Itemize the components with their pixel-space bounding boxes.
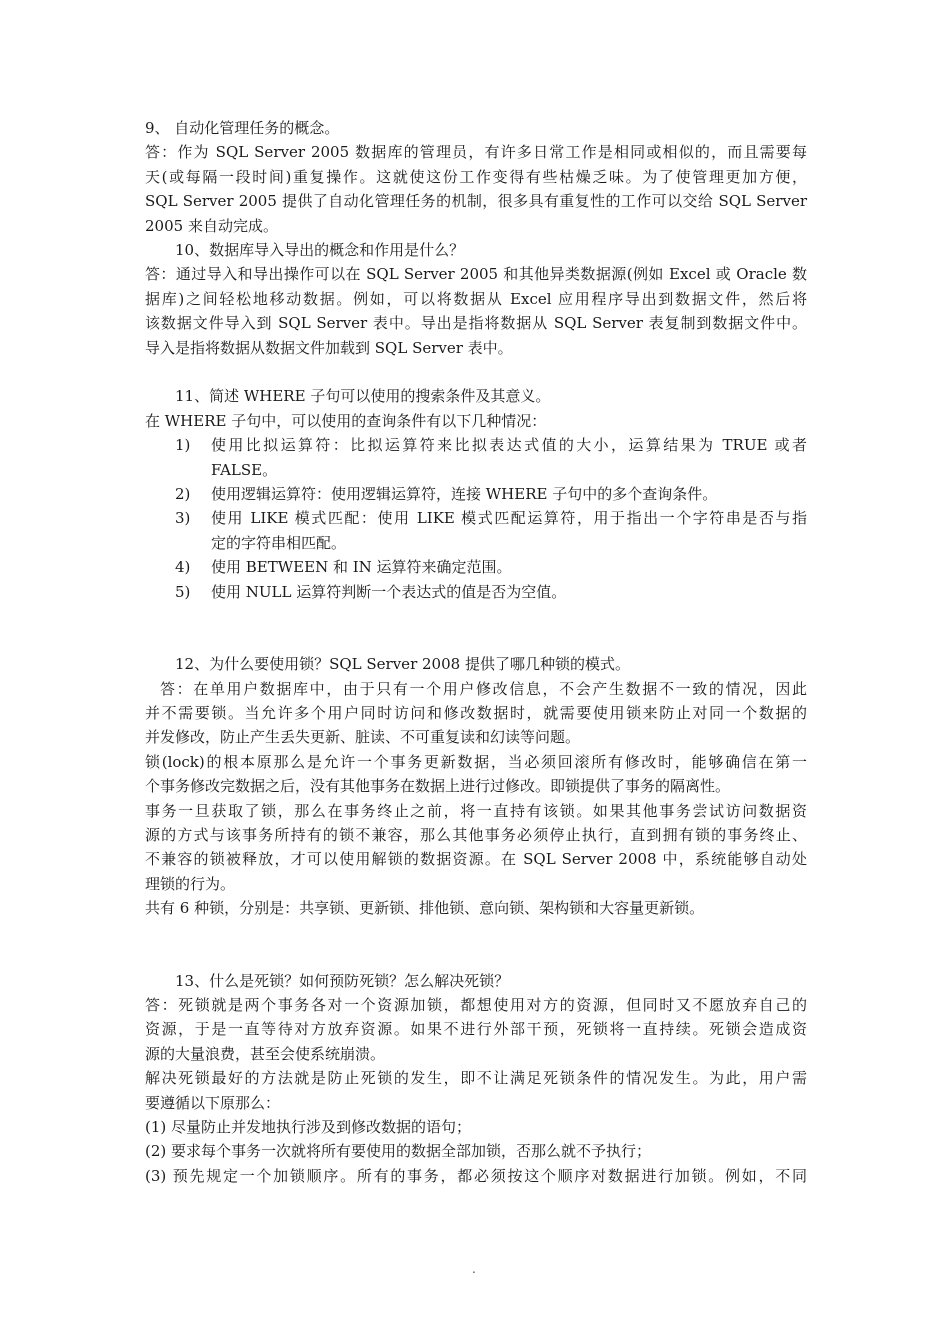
question-13-title: 13、什么是死锁？如何预防死锁？怎么解决死锁？ [175,971,510,990]
question-13-answer-line-8: (3) 预先规定一个加锁顺序。所有的事务，都必须按这个顺序对数据进行加锁。例如，不同 [145,1166,807,1185]
question-13-answer-line-4: 解决死锁最好的方法就是防止死锁的发生，即不让满足死锁条件的情况发生。为此，用户需 [145,1069,807,1088]
question-10-answer-line-3: 该数据文件导入到 SQL Server 表中。导出是指将数据从 SQL Server 表复制到数据文件中。 [145,314,807,333]
spacer [145,921,807,969]
question-12-title: 12、为什么要使用锁？SQL Server 2008 提供了哪几种锁的模式。 [175,655,630,674]
list-item [145,506,807,555]
question-10-title: 10、数据库导入导出的概念和作用是什么？ [175,241,465,260]
document-page [145,116,807,1188]
list-item [145,482,807,506]
list-item-text: 定的字符串相匹配。 [211,533,347,552]
question-12-answer-line-3: 并发修改，防止产生丢失更新、脏读、不可重复读和幻读等问题。 [145,728,581,747]
list-item-number: 5) [175,582,191,601]
question-9 [145,116,807,238]
list-item [145,555,807,579]
spacer [145,604,807,652]
question-10-answer-line-1: 答：通过导入和导出操作可以在 SQL Server 2005 和其他异类数据源(例如 Excel 或 Oracle 数 [145,265,807,284]
list-item-number: 4) [175,558,191,577]
list-item-text: 使用 LIKE 模式匹配：使用 LIKE 模式匹配运算符，用于指出一个字符串是否与指 [211,509,807,528]
question-13-answer-line-7: (2) 要求每个事务一次就将所有要使用的数据全部加锁，否那么就不予执行； [145,1142,652,1161]
question-13-answer-line-1: 答：死锁就是两个事务各对一个资源加锁，都想使用对方的资源，但同时又不愿放弃自己的 [145,995,807,1014]
list-item-number: 3) [175,509,191,528]
list-item-text: 使用 BETWEEN 和 IN 运算符来确定范围。 [211,558,512,577]
question-12-answer-line-7: 源的方式与该事务所持有的锁不兼容，那么其他事务必须停止执行，直到拥有锁的事务终止、 [145,825,807,844]
question-10 [145,238,807,360]
list-item-text: 使用 NULL 运算符判断一个表达式的值是否为空值。 [211,582,567,601]
question-11-title: 11、简述 WHERE 子句可以使用的搜索条件及其意义。 [175,387,551,406]
question-12-answer-line-1: 答：在单用户数据库中，由于只有一个用户修改信息，不会产生数据不一致的情况，因此 [160,679,807,698]
spacer [145,360,807,384]
list-item [145,433,807,482]
question-9-answer-line-2: 天(或每隔一段时间)重复操作。这就使这份工作变得有些枯燥乏味。为了使管理更加方便， [145,167,807,186]
question-10-answer-line-2: 据库)之间轻松地移动数据。例如，可以将数据从 Excel 应用程序导出到数据文件，然后将 [145,289,807,308]
question-9-answer-line-3: SQL Server 2005 提供了自动化管理任务的机制，很多具有重复性的工作可以交给 SQL Server [145,192,807,211]
question-9-title: 9、 自动化管理任务的概念。 [145,119,340,137]
question-12 [145,652,807,920]
list-item-text: 使用逻辑运算符：使用逻辑运算符，连接 WHERE 子句中的多个查询条件。 [211,485,718,504]
question-13-answer-line-5: 要遵循以下原那么： [145,1093,281,1112]
question-11-intro: 在 WHERE 子句中，可以使用的查询条件有以下几种情况： [145,411,547,430]
question-13-answer-line-3: 源的大量浪费，甚至会使系统崩溃。 [145,1044,386,1063]
footer-mark: . [472,1262,476,1276]
question-10-answer-line-4: 导入是指将数据从数据文件加载到 SQL Server 表中。 [145,338,513,357]
question-12-answer-line-2: 并不需要锁。当允许多个用户同时访问和修改数据时，就需要使用锁来防止对同一个数据的 [145,703,807,722]
question-13-answer-line-6: (1) 尽量防止并发地执行涉及到修改数据的语句； [145,1118,472,1137]
question-9-answer-line-4: 2005 来自动完成。 [145,216,278,235]
list-item-number: 1) [175,436,191,455]
question-12-answer-line-8: 不兼容的锁被释放，才可以使用解锁的数据资源。在 SQL Server 2008 中，系统能够自动处 [145,850,807,869]
list-item-text: 使用比拟运算符：比拟运算符来比拟表达式值的大小，运算结果为 TRUE 或者 [211,436,807,455]
question-12-answer-line-6: 事务一旦获取了锁，那么在事务终止之前，将一直持有该锁。如果其他事务尝试访问数据资 [145,801,807,820]
question-11 [145,384,807,604]
list-item-text: FALSE。 [211,460,278,479]
condition-list [145,433,807,604]
question-12-answer-line-5: 个事务修改完数据之后，没有其他事务在数据上进行过修改。即锁提供了事务的隔离性。 [145,777,731,796]
list-item [145,580,807,604]
question-12-answer-line-9: 理锁的行为。 [145,874,236,893]
question-9-answer-line-1: 答：作为 SQL Server 2005 数据库的管理员，有许多日常工作是相同或相似的，而且需要每 [145,143,807,162]
question-13 [145,969,807,1189]
question-12-answer-line-4: 锁(lock)的根本原那么是允许一个事务更新数据，当必须回滚所有修改时，能够确信在第一 [145,752,807,771]
question-13-answer-line-2: 资源，于是一直等待对方放弃资源。如果不进行外部干预，死锁将一直持续。死锁会造成资 [145,1020,807,1039]
question-12-answer-line-10: 共有 6 种锁，分别是：共享锁、更新锁、排他锁、意向锁、架构锁和大容量更新锁。 [145,899,705,918]
list-item-number: 2) [175,485,191,504]
